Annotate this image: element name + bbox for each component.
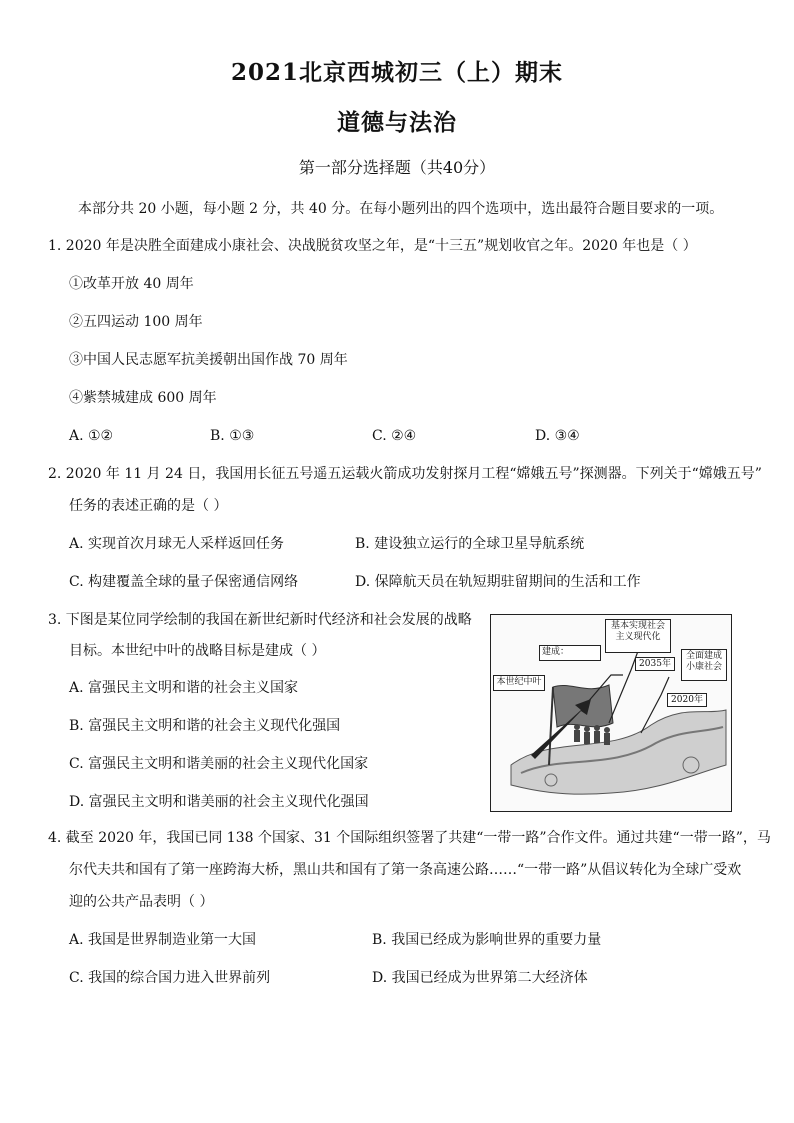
q1-item: ①改革开放 40 周年 — [69, 276, 194, 292]
label-2035: 2035年 — [635, 657, 675, 671]
q1-option-d: D. ③④ — [535, 428, 580, 444]
q4-stem-cont: 迎的公共产品表明（ ） — [69, 894, 214, 910]
q3-option-c: C. 富强民主文明和谐美丽的社会主义现代化国家 — [69, 756, 369, 772]
q3-option-b: B. 富强民主文明和谐的社会主义现代化强国 — [69, 718, 341, 734]
q1-option-b: B. ①③ — [210, 428, 255, 444]
part-heading: 第一部分选择题（共40分） — [298, 158, 496, 177]
page-title: 2021北京西城初三（上）期末 — [230, 59, 563, 86]
q1-option-a: A. ①② — [69, 428, 114, 444]
label-xiaokang: 全面建成小康社会 — [681, 649, 727, 681]
q2-stem-cont: 任务的表述正确的是（ ） — [69, 498, 228, 514]
q2-stem: 2. 2020 年 11 月 24 日，我国用长征五号遥五运载火箭成功发射探月工程“嫦娥五号”探测器。下列关于“嫦娥五号” — [48, 466, 762, 482]
label-midcentury: 本世纪中叶 — [493, 675, 545, 691]
q1-item: ④紫禁城建成 600 周年 — [69, 390, 217, 406]
q3-stem-cont: 目标。本世纪中叶的战略目标是建成（ ） — [69, 643, 326, 659]
q4-option-d: D. 我国已经成为世界第二大经济体 — [372, 970, 588, 986]
subject-title: 道德与法治 — [337, 109, 457, 136]
q2-option-a: A. 实现首次月球无人采样返回任务 — [69, 536, 285, 552]
q4-option-a: A. 我国是世界制造业第一大国 — [69, 932, 257, 948]
q4-option-b: B. 我国已经成为影响世界的重要力量 — [372, 932, 602, 948]
instructions: 本部分共 20 小题，每小题 2 分，共 40 分。在每小题列出的四个选项中，选出最符合题目要求的一项。 — [78, 201, 724, 217]
q1-item: ②五四运动 100 周年 — [69, 314, 203, 330]
q4-stem: 4. 截至 2020 年，我国已同 138 个国家、31 个国际组织签署了共建“一带一路”合作文件。通过共建“一带一路”，马 — [48, 830, 771, 846]
q2-option-c: C. 构建覆盖全球的量子保密通信网络 — [69, 574, 299, 590]
q4-option-c: C. 我国的综合国力进入世界前列 — [69, 970, 271, 986]
q3-option-a: A. 富强民主文明和谐的社会主义国家 — [69, 680, 299, 696]
label-build: 建成： — [539, 645, 601, 661]
q1-stem: 1. 2020 年是决胜全面建成小康社会、决战脱贫攻坚之年，是“十三五”规划收官之年。2020 年也是（ ） — [48, 238, 697, 254]
strategy-figure — [490, 614, 732, 812]
label-modernization: 基本实现社会主义现代化 — [605, 619, 671, 653]
q3-stem: 3. 下图是某位同学绘制的我国在新世纪新时代经济和社会发展的战略 — [48, 612, 472, 628]
q4-stem-cont: 尔代夫共和国有了第一座跨海大桥，黑山共和国有了第一条高速公路……“一带一路”从倡议转化为全球广受欢 — [69, 862, 742, 878]
q2-option-d: D. 保障航天员在轨短期驻留期间的生活和工作 — [355, 574, 641, 590]
q2-option-b: B. 建设独立运行的全球卫星导航系统 — [355, 536, 585, 552]
q3-option-d: D. 富强民主文明和谐美丽的社会主义现代化强国 — [69, 794, 369, 810]
q1-option-c: C. ②④ — [372, 428, 417, 444]
q1-item: ③中国人民志愿军抗美援朝出国作战 70 周年 — [69, 352, 348, 368]
label-2020: 2020年 — [667, 693, 707, 707]
